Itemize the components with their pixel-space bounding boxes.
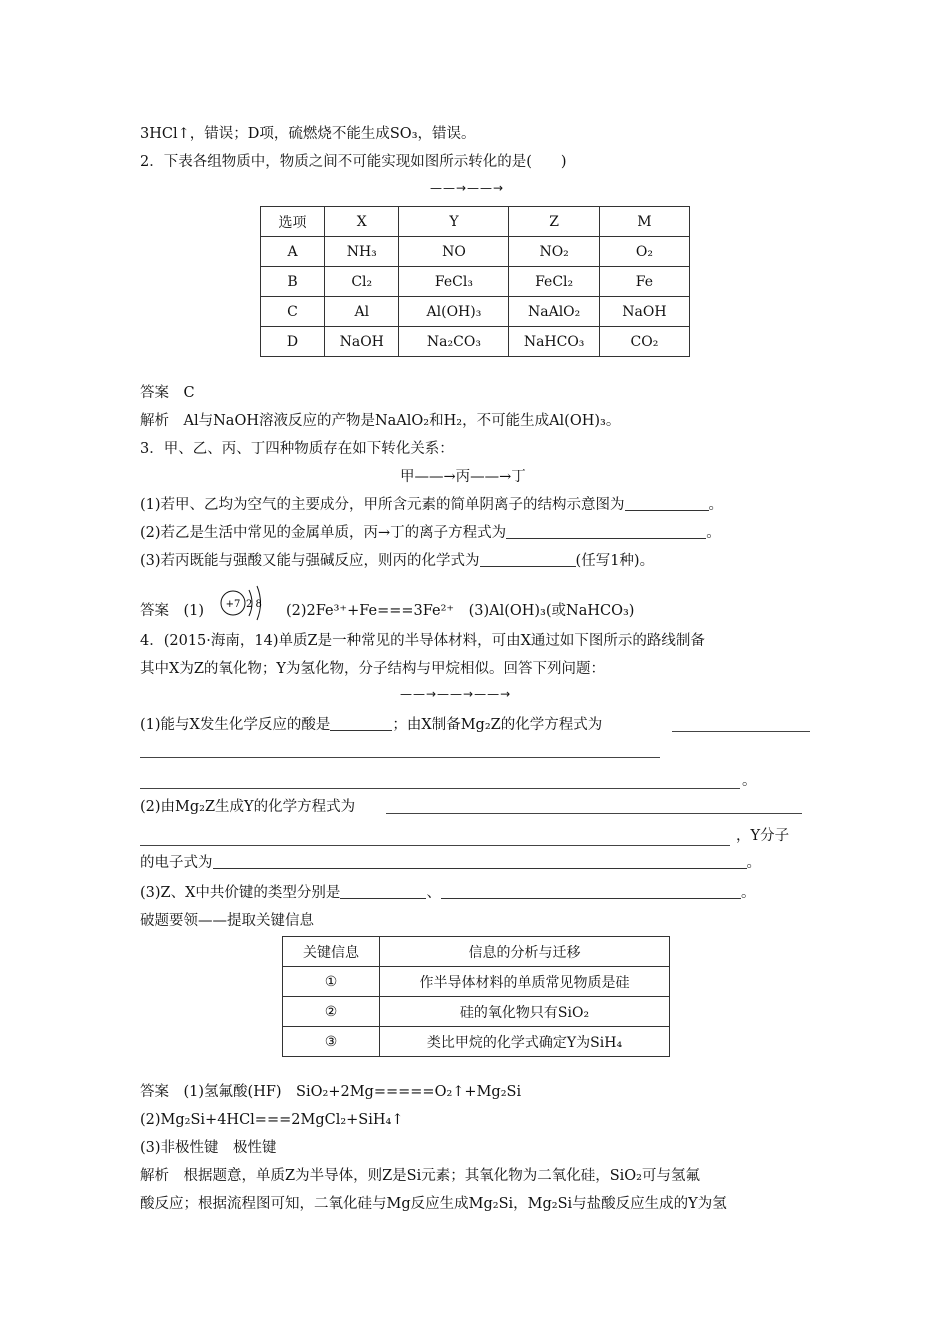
sub-question-end: 。 [740, 885, 756, 901]
table-cell: 硅的氧化物只有SiO₂ [380, 997, 670, 1027]
table-header: Z [509, 207, 599, 237]
table-cell: ① [283, 967, 380, 997]
table-header: Y [399, 207, 509, 237]
table-cell: ② [283, 997, 380, 1027]
sub-question-text: 的电子式为 [140, 855, 213, 871]
table-cell: 类比甲烷的化学式确定Y为SiH₄ [380, 1027, 670, 1057]
table-cell: FeCl₃ [399, 267, 509, 297]
atomic-structure-diagram [218, 580, 274, 624]
question-4-stem: 其中X为Z的氧化物；Y为氢化物，分子结构与甲烷相似。回答下列问题： [140, 661, 605, 677]
answer-blank[interactable] [625, 496, 709, 511]
table-cell: NaOH [599, 297, 689, 327]
options-table [260, 206, 690, 357]
table-cell: NO₂ [509, 237, 599, 267]
table-cell: O₂ [599, 237, 689, 267]
table-cell: A [261, 237, 325, 267]
table-cell: 作半导体材料的单质常见物质是硅 [380, 967, 670, 997]
table-cell: NO [399, 237, 509, 267]
table-cell: ③ [283, 1027, 380, 1057]
answer-line: (3)非极性键 极性键 [140, 1140, 277, 1156]
table-cell: Cl₂ [325, 267, 399, 297]
sub-question-2: (2)由Mg₂Z生成Y的化学方程式为 [140, 799, 356, 815]
answer-line: 答案 (1) [140, 603, 205, 619]
answer-line[interactable] [386, 813, 802, 814]
answer-blank[interactable] [340, 884, 426, 899]
sub-question-end: (任写1种)。 [575, 553, 655, 569]
sub-question-end: 。 [708, 497, 724, 513]
table-cell: D [261, 327, 325, 357]
sub-question-end: 。 [742, 773, 757, 789]
sub-question-text: (2)若乙是生活中常见的金属单质，丙→丁的离子方程式为 [140, 525, 507, 541]
table-cell: NaAlO₂ [509, 297, 599, 327]
table-cell: Na₂CO₃ [399, 327, 509, 357]
conversion-flow: 甲——→丙——→丁 [400, 469, 526, 485]
sub-question-text: (1)若甲、乙均为空气的主要成分，甲所含元素的简单阴离子的结构示意图为 [140, 497, 625, 513]
answer-blank[interactable] [441, 884, 741, 899]
sub-question-2-cont [140, 853, 761, 873]
table-cell: B [261, 267, 325, 297]
answer-line[interactable] [672, 731, 810, 732]
answer-line[interactable] [140, 757, 660, 758]
sub-question-1 [140, 715, 602, 735]
sub-question-2 [140, 523, 721, 543]
answer-blank[interactable] [330, 716, 392, 731]
sub-question-1 [140, 495, 723, 515]
analysis-line: 解析 根据题意，单质Z为半导体，则Z是Si元素；其氧化物为二氧化硅，SiO₂可与氢氟 [140, 1168, 700, 1184]
table-header: 选项 [261, 207, 325, 237]
table-header: M [599, 207, 689, 237]
sub-question-end: 。 [706, 525, 721, 541]
table-header: X [325, 207, 399, 237]
answer-line[interactable] [140, 845, 730, 846]
answer-blank[interactable] [213, 854, 747, 869]
table-cell: Fe [599, 267, 689, 297]
key-info-table [282, 936, 670, 1057]
answer-line[interactable] [140, 788, 740, 789]
analysis-line: 解析 Al与NaOH溶液反应的产物是NaAlO₂和H₂，不可能生成Al(OH)₃。 [140, 413, 621, 429]
sub-question-text: ，Y分子 [736, 828, 790, 844]
answer-rest: (2)2Fe³⁺+Fe===3Fe²⁺ (3)Al(OH)₃(或NaHCO₃) [286, 603, 635, 619]
table-cell: Al(OH)₃ [399, 297, 509, 327]
sub-question-text: (3)若丙既能与强酸又能与强碱反应，则丙的化学式为 [140, 553, 480, 569]
nucleus-charge: +7 [225, 599, 241, 610]
sub-question-3 [140, 883, 755, 903]
table-cell: NH₃ [325, 237, 399, 267]
table-cell: NaHCO₃ [509, 327, 599, 357]
text-line: 3HCl↑，错误；D项，硫燃烧不能生成SO₃，错误。 [140, 126, 476, 142]
sub-question-text: (1)能与X发生化学反应的酸是 [140, 717, 331, 733]
route-flow-arrow: ——→——→——→ [400, 687, 512, 701]
sub-question-text: ；由X制备Mg₂Z的化学方程式为 [392, 717, 603, 733]
tip-heading: 破题要领——提取关键信息 [140, 913, 314, 929]
sub-question-end: 。 [746, 855, 761, 871]
table-cell: Al [325, 297, 399, 327]
table-cell: FeCl₂ [509, 267, 599, 297]
sub-question-text: (3)Z、X中共价键的类型分别是 [140, 885, 341, 901]
analysis-line: 酸反应；根据流程图可知，二氧化硅与Mg反应生成Mg₂Si，Mg₂Si与盐酸反应生成的Y为氢 [140, 1196, 727, 1212]
answer-line: 答案 C [140, 385, 195, 401]
sub-question-sep: 、 [426, 885, 441, 901]
table-cell: NaOH [325, 327, 399, 357]
question-4-stem: 4．(2015·海南，14)单质Z是一种常见的半导体材料，可由X通过如下图所示的路线制备 [140, 633, 705, 649]
sub-question-3 [140, 551, 654, 571]
table-cell: C [261, 297, 325, 327]
question-3-stem: 3．甲、乙、丙、丁四种物质存在如下转化关系： [140, 441, 454, 457]
answer-blank[interactable] [506, 524, 706, 539]
electron-counts: 2 8 [246, 599, 262, 610]
conversion-flow-arrow: ——→——→ [430, 181, 505, 195]
table-cell: CO₂ [599, 327, 689, 357]
answer-line: 答案 (1)氢氟酸(HF) SiO₂+2Mg=====O₂↑+Mg₂Si [140, 1084, 522, 1100]
table-header: 信息的分析与迁移 [380, 937, 670, 967]
answer-line: (2)Mg₂Si+4HCl===2MgCl₂+SiH₄↑ [140, 1112, 404, 1128]
answer-blank[interactable] [480, 552, 576, 567]
table-header: 关键信息 [283, 937, 380, 967]
question-2-stem: 2．下表各组物质中，物质之间不可能实现如图所示转化的是( ) [140, 154, 567, 170]
